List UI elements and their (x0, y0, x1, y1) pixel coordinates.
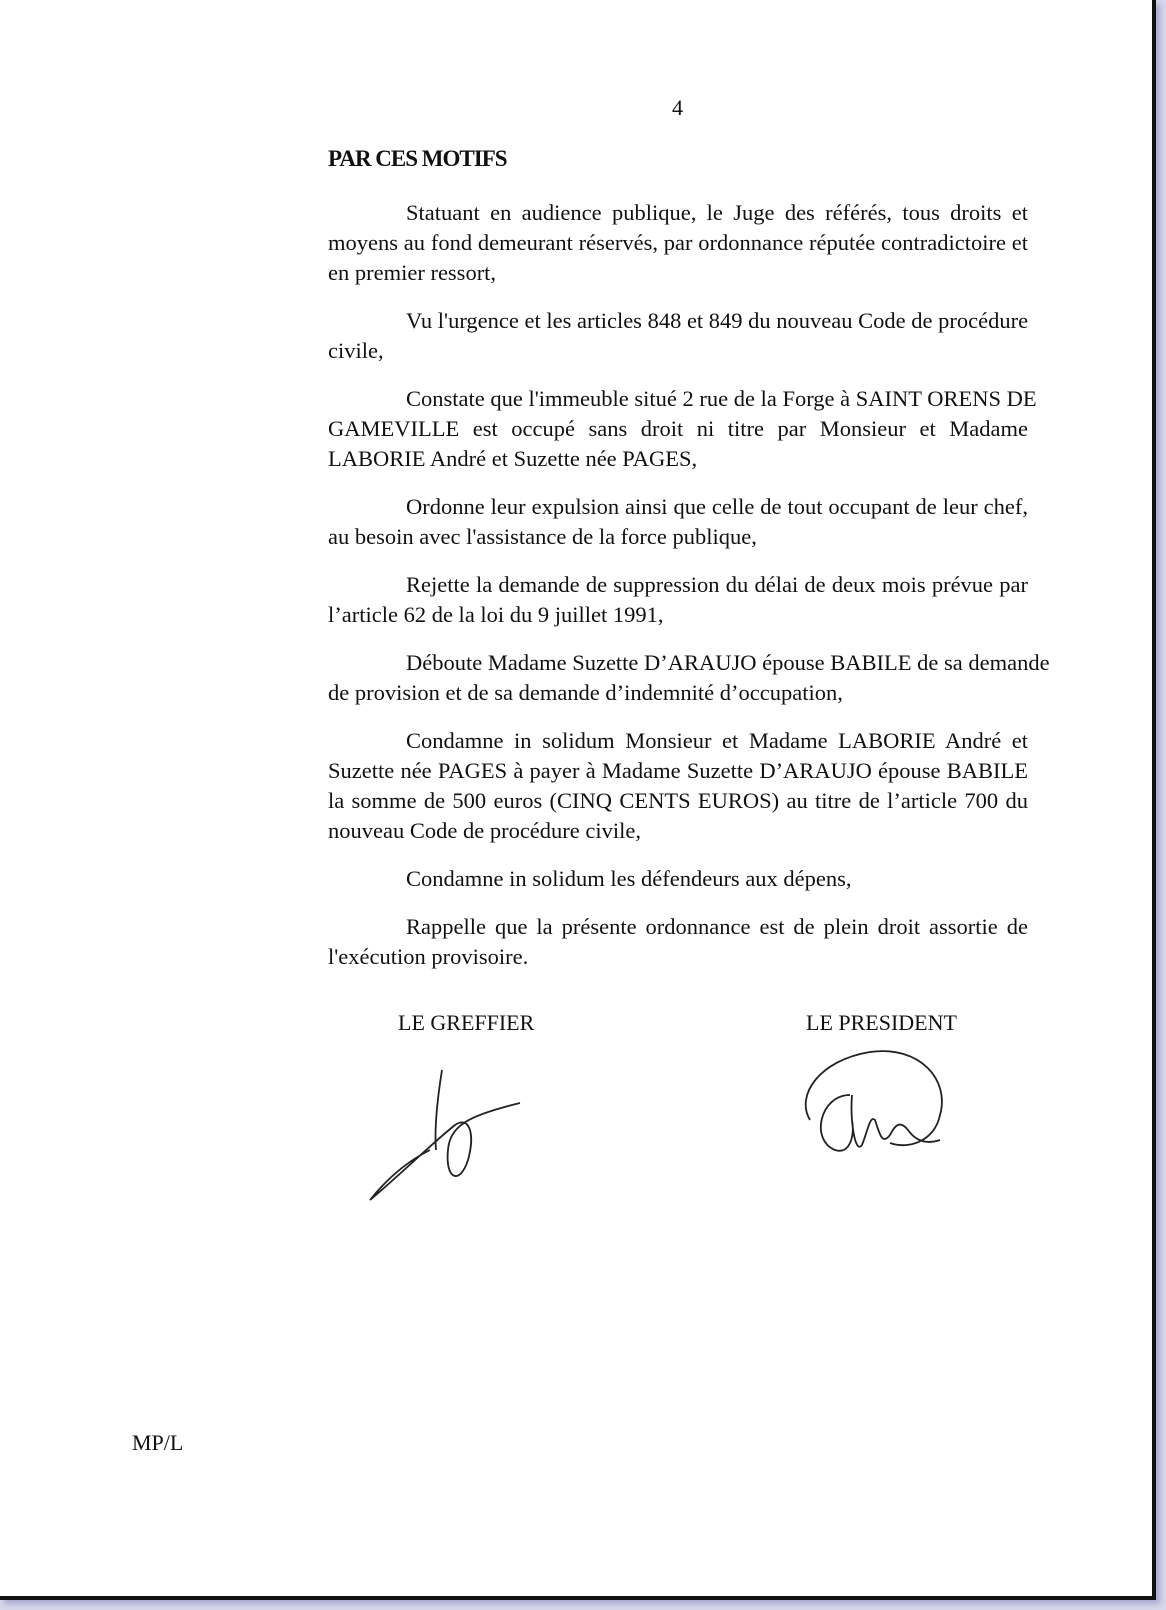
signature-label-president: LE PRESIDENT (806, 1010, 957, 1035)
paragraph-line: Statuant en audience publique, le Juge des référés, tous droits et (406, 200, 1028, 225)
paragraph-line: civile, (328, 338, 384, 363)
paragraph-line: l’article 62 de la loi du 9 juillet 1991, (328, 602, 664, 627)
footer-initials: MP/L (132, 1430, 184, 1455)
paragraph (328, 306, 1028, 366)
president-signature (790, 1040, 960, 1170)
paragraph-line: l'exécution provisoire. (328, 944, 529, 969)
paragraph-line: Vu l'urgence et les articles 848 et 849 du nouveau Code de procédure (406, 308, 1029, 333)
paragraph-line: de provision et de sa demande d’indemnité d’occupation, (328, 680, 843, 705)
paragraph (328, 864, 1028, 894)
paragraph (328, 384, 1037, 474)
paragraph-line: Rejette la demande de suppression du délai de deux mois prévue par (406, 572, 1028, 597)
paragraph-line: Suzette née PAGES à payer à Madame Suzette D’ARAUJO épouse BABILE (328, 758, 1028, 783)
document-body (328, 198, 1050, 990)
paragraph (328, 726, 1028, 846)
paragraph (328, 570, 1028, 630)
paragraph (328, 198, 1028, 288)
paragraph-line: moyens au fond demeurant réservés, par ordonnance réputée contradictoire et (328, 230, 1028, 255)
paragraph-line: Ordonne leur expulsion ainsi que celle de tout occupant de leur chef, (406, 494, 1028, 519)
signature-label-greffier: LE GREFFIER (398, 1010, 535, 1035)
page-number: 4 (672, 95, 683, 120)
paragraph-line: en premier ressort, (328, 260, 497, 285)
section-heading: PAR CES MOTIFS (328, 146, 507, 171)
paragraph-line: au besoin avec l'assistance de la force publique, (328, 524, 757, 549)
paragraph (328, 492, 1028, 552)
paragraph-line: Rappelle que la présente ordonnance est de plein droit assortie de (406, 914, 1028, 939)
paragraph-line: la somme de 500 euros (CINQ CENTS EUROS) au titre de l’article 700 du (328, 788, 1028, 813)
paragraph-line: nouveau Code de procédure civile, (328, 818, 642, 843)
paragraph-line: Condamne in solidum Monsieur et Madame LABORIE André et (406, 728, 1028, 753)
paragraph-line: LABORIE André et Suzette née PAGES, (328, 446, 698, 471)
paragraph-line: Déboute Madame Suzette D’ARAUJO épouse BABILE de sa demande (406, 650, 1050, 675)
paragraph (328, 912, 1028, 972)
paragraph-line: Constate que l'immeuble situé 2 rue de la Forge à SAINT ORENS DE (406, 386, 1037, 411)
paragraph-line: Condamne in solidum les défendeurs aux dépens, (406, 866, 852, 891)
paragraph (328, 648, 1050, 708)
greffier-signature (360, 1065, 530, 1205)
paragraph-line: GAMEVILLE est occupé sans droit ni titre par Monsieur et Madame (328, 416, 1028, 441)
